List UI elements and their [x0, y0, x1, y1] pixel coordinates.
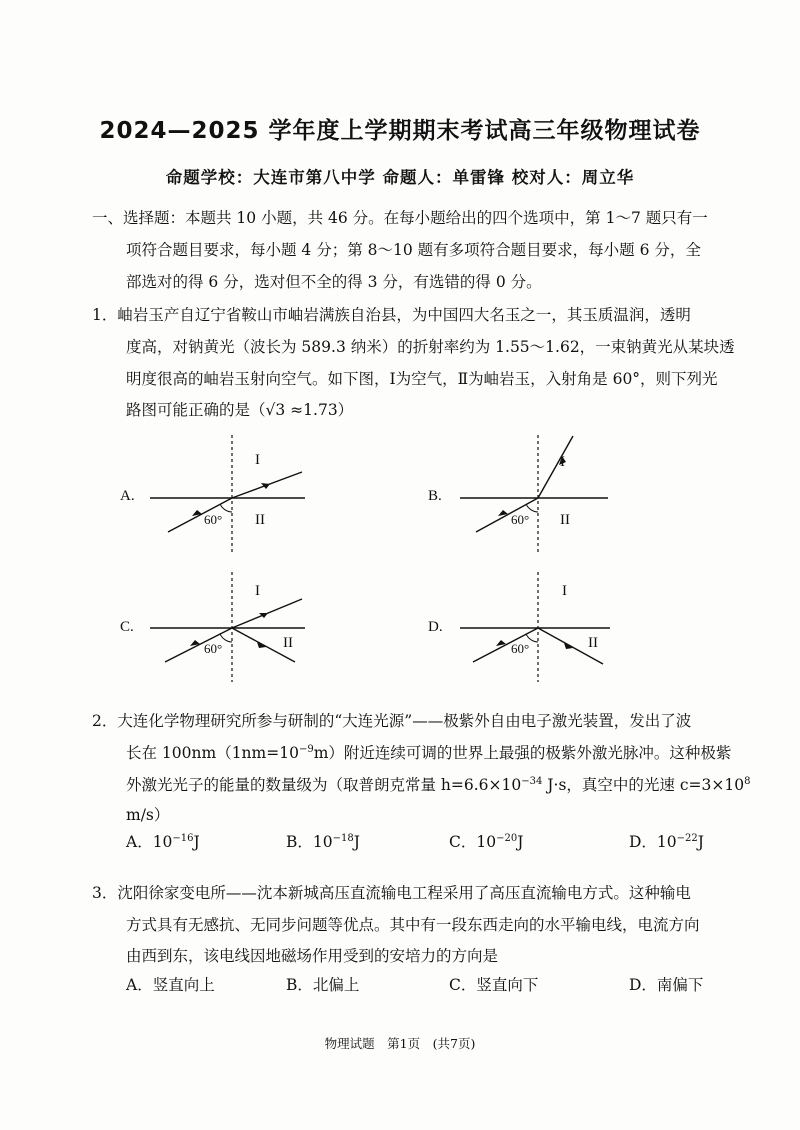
diagram-b-letter: B. — [428, 488, 442, 504]
q2-line3-b: J·s，真空中的光速 c=3×10 — [542, 776, 745, 794]
q1-line4-text: 路图可能正确的是（ — [126, 401, 266, 419]
q2-line2-b: m）附近连续可调的世界上最强的极紫外激光脉冲。这种极紫 — [313, 744, 732, 762]
page-footer: 物理试题 第1页 (共7页) — [324, 1036, 476, 1051]
q2-line3-exponent: −34 — [521, 775, 543, 787]
q3-option-b[interactable]: B．北偏上 — [286, 976, 360, 994]
diagram-a-upper-medium: I — [255, 452, 260, 468]
diagram-b-upper-medium: I — [560, 454, 565, 470]
diagram-a-angle: 60° — [204, 512, 223, 527]
q2-option-b[interactable] — [286, 830, 360, 852]
diagram-d-letter: D. — [428, 619, 443, 635]
section-instructions-line1: 一、选择题：本题共 10 小题，共 46 分。在每小题给出的四个选项中，第 1～7 题只有一 — [92, 209, 708, 227]
q2-option-a-unit: J — [193, 833, 200, 851]
q3-line2: 方式具有无感抗、无同步问题等优点。其中有一段东西走向的水平输电线，电流方向 — [126, 916, 700, 934]
q1-line3: 明度很高的岫岩玉射向空气。如下图，Ⅰ为空气，Ⅱ为岫岩玉，入射角是 60°，则下列光 — [126, 370, 718, 388]
diagram-a-letter: A. — [120, 488, 135, 504]
q3-option-c[interactable]: C．竖直向下 — [449, 976, 539, 994]
q1-line4 — [126, 398, 353, 420]
q2-option-b-label: B．10 — [286, 833, 333, 851]
q2-option-a-exponent: −16 — [172, 832, 194, 844]
section-instructions-line2: 项符合题目要求，每小题 4 分；第 8～10 题有多项符合题目要求，每小题 6 分，全 — [126, 241, 701, 259]
q2-option-d-unit: J — [697, 833, 704, 851]
q2-line3-a: 外激光光子的能量的数量级为（取普朗克常量 h=6.6×10 — [126, 776, 522, 794]
q2-option-c-label: C．10 — [449, 833, 497, 851]
q2-option-d-exponent: −22 — [676, 832, 698, 844]
q1-line2: 度高，对钠黄光（波长为 589.3 纳米）的折射率约为 1.55～1.62，一束钠黄光从某块透 — [126, 338, 735, 356]
q2-line3-exponent2: 8 — [744, 775, 751, 787]
q2-line2-a: 长在 100nm（1nm=10 — [126, 744, 299, 762]
diagram-c — [120, 567, 320, 687]
diagram-c-angle: 60° — [204, 641, 223, 656]
diagram-c-upper-medium: I — [255, 583, 260, 599]
diagram-c-letter: C. — [120, 619, 134, 635]
q3-option-d[interactable]: D．南偏下 — [629, 976, 704, 994]
diagram-a-lower-medium: II — [255, 512, 265, 528]
q2-option-d[interactable] — [629, 830, 704, 852]
q2-option-b-exponent: −18 — [332, 832, 354, 844]
diagram-d-lower-medium: II — [588, 635, 598, 651]
diagram-d-svg — [428, 567, 638, 687]
q2-option-c-exponent: −20 — [496, 832, 518, 844]
q2-option-c[interactable] — [449, 830, 523, 852]
diagram-a — [120, 430, 320, 560]
diagram-c-lower-medium: II — [283, 635, 293, 651]
q2-line3 — [126, 773, 750, 795]
q1-line1: 1．岫岩玉产自辽宁省鞍山市岫岩满族自治县，为中国四大名玉之一，其玉质温润，透明 — [92, 306, 691, 324]
exam-subtitle: 命题学校：大连市第八中学 命题人：单雷锋 校对人：周立华 — [165, 168, 635, 187]
q3-option-a[interactable]: A．竖直向上 — [126, 976, 215, 994]
q3-line3: 由西到东，该电线因地磁场作用受到的安培力的方向是 — [126, 947, 499, 965]
exam-title: 2024—2025 学年度上学期期末考试高三年级物理试卷 — [99, 118, 701, 144]
diagram-b — [428, 430, 638, 560]
diagram-d — [428, 567, 638, 687]
q2-line2 — [126, 741, 731, 763]
q2-line1: 2．大连化学物理研究所参与研制的“大连光源”——极紫外自由电子激光装置，发出了波 — [92, 712, 692, 730]
q2-option-d-label: D．10 — [629, 833, 677, 851]
q2-line2-exponent: −9 — [298, 743, 314, 755]
diagram-b-svg — [428, 430, 638, 560]
diagram-d-upper-medium: I — [562, 583, 567, 599]
diagram-c-svg — [120, 567, 320, 687]
diagram-b-angle: 60° — [511, 512, 530, 527]
q2-line4: m/s） — [126, 806, 170, 824]
diagram-d-angle: 60° — [511, 641, 530, 656]
q2-option-a[interactable] — [126, 830, 200, 852]
q1-sqrt-expression: √3 ≈1.73） — [265, 401, 354, 419]
diagram-b-lower-medium: II — [560, 512, 570, 528]
diagram-a-svg — [120, 430, 320, 560]
q3-line1: 3．沈阳徐家变电所——沈本新城高压直流输电工程采用了高压直流输电方式。这种输电 — [92, 884, 691, 902]
section-instructions-line3: 部选对的得 6 分，选对但不全的得 3 分，有选错的得 0 分。 — [126, 273, 542, 291]
q2-option-c-unit: J — [517, 833, 524, 851]
q2-option-b-unit: J — [353, 833, 360, 851]
q2-option-a-label: A．10 — [126, 833, 173, 851]
